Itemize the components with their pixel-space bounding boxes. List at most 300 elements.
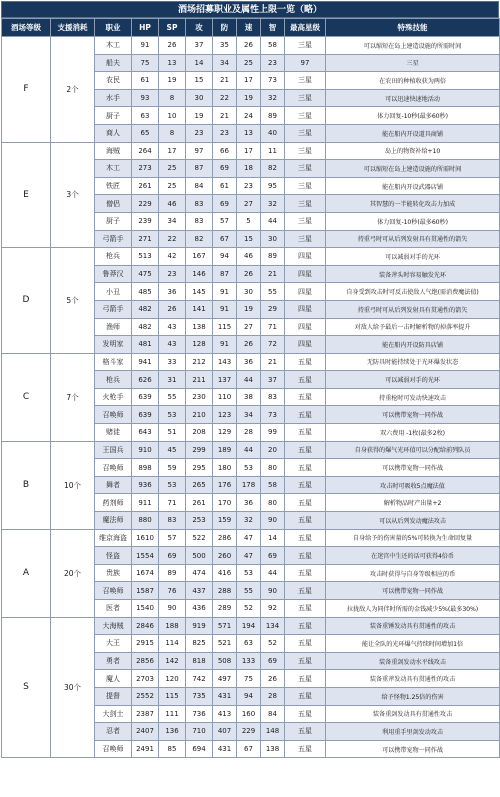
hp-cell: 2856 — [132, 652, 159, 670]
sp-cell: 57 — [159, 529, 186, 547]
max-star-cell: 97 — [285, 54, 326, 72]
spd-cell: 19 — [237, 300, 261, 318]
job-cell: 渔师 — [95, 318, 132, 336]
table-body — [2, 37, 500, 758]
spd-cell: 55 — [237, 582, 261, 600]
sp-cell: 45 — [159, 441, 186, 459]
max-star-cell: 五星 — [285, 441, 326, 459]
def-cell: 23 — [213, 124, 237, 142]
job-cell: 弓箭手 — [95, 230, 132, 248]
cost-cell: 7个 — [51, 353, 95, 441]
def-cell: 66 — [213, 142, 237, 160]
atk-cell: 87 — [186, 160, 213, 178]
atk-cell: 436 — [186, 600, 213, 618]
atk-cell: 82 — [186, 230, 213, 248]
spd-cell: 23 — [237, 177, 261, 195]
max-star-cell: 五星 — [285, 705, 326, 723]
max-star-cell: 四星 — [285, 318, 326, 336]
def-cell: 413 — [213, 705, 237, 723]
spd-cell: 17 — [237, 142, 261, 160]
skill-cell: 其智慧的一半能转化攻击力加成 — [326, 195, 500, 213]
table-row — [2, 529, 500, 547]
spd-cell: 194 — [237, 617, 261, 635]
cost-cell: 30个 — [51, 617, 95, 758]
hp-cell: 643 — [132, 424, 159, 442]
hp-cell: 485 — [132, 283, 159, 301]
sp-cell: 26 — [159, 300, 186, 318]
spd-cell: 30 — [237, 283, 261, 301]
skill-cell: 可以缩短在岛上建造设施的所需时间 — [326, 160, 500, 178]
hp-cell: 2491 — [132, 740, 159, 758]
int-cell: 90 — [261, 582, 285, 600]
int-cell: 80 — [261, 459, 285, 477]
hp-cell: 910 — [132, 441, 159, 459]
spd-cell: 53 — [237, 459, 261, 477]
job-cell: 魔法师 — [95, 512, 132, 530]
sp-cell: 43 — [159, 318, 186, 336]
hp-cell: 898 — [132, 459, 159, 477]
spd-cell: 15 — [237, 230, 261, 248]
atk-cell: 919 — [186, 617, 213, 635]
hp-cell: 261 — [132, 177, 159, 195]
sp-cell: 34 — [159, 212, 186, 230]
skill-cell: 可以携带宠物一同作战 — [326, 459, 500, 477]
spd-cell: 34 — [237, 406, 261, 424]
hp-cell: 2915 — [132, 635, 159, 653]
spd-cell: 27 — [237, 318, 261, 336]
job-cell: 火枪手 — [95, 388, 132, 406]
sp-cell: 71 — [159, 494, 186, 512]
spd-cell: 25 — [237, 54, 261, 72]
skill-cell: 无防具时能持续处于光环爆发状态 — [326, 353, 500, 371]
grade-cell: A — [2, 529, 51, 617]
job-cell: 忍者 — [95, 723, 132, 741]
atk-cell: 23 — [186, 124, 213, 142]
def-cell: 416 — [213, 564, 237, 582]
def-cell: 115 — [213, 318, 237, 336]
sp-cell: 26 — [159, 37, 186, 55]
spd-cell: 94 — [237, 687, 261, 705]
int-cell: 138 — [261, 740, 285, 758]
max-star-cell: 五星 — [285, 582, 326, 600]
hp-cell: 2552 — [132, 687, 159, 705]
def-cell: 91 — [213, 283, 237, 301]
table-row — [2, 142, 500, 160]
max-star-cell: 五星 — [285, 617, 326, 635]
spd-cell: 44 — [237, 371, 261, 389]
header-spd: 速 — [237, 19, 261, 37]
skill-cell: 岛上的物资补给+10 — [326, 142, 500, 160]
spd-cell: 26 — [237, 265, 261, 283]
job-cell: 赌徒 — [95, 424, 132, 442]
int-cell: 55 — [261, 283, 285, 301]
job-cell: 召唤师 — [95, 582, 132, 600]
spd-cell: 36 — [237, 353, 261, 371]
grade-cell: C — [2, 353, 51, 441]
job-cell: 木工 — [95, 160, 132, 178]
atk-cell: 128 — [186, 336, 213, 354]
spd-cell: 160 — [237, 705, 261, 723]
sp-cell: 25 — [159, 160, 186, 178]
atk-cell: 30 — [186, 89, 213, 107]
hp-cell: 229 — [132, 195, 159, 213]
int-cell: 73 — [261, 72, 285, 90]
sp-cell: 120 — [159, 670, 186, 688]
max-star-cell: 五星 — [285, 687, 326, 705]
hp-cell: 513 — [132, 248, 159, 266]
sp-cell: 115 — [159, 687, 186, 705]
hp-cell: 911 — [132, 494, 159, 512]
def-cell: 21 — [213, 107, 237, 125]
job-cell: 鲁莽汉 — [95, 265, 132, 283]
sp-cell: 69 — [159, 547, 186, 565]
header-row — [2, 19, 500, 37]
job-cell: 维京海盗 — [95, 529, 132, 547]
def-cell: 137 — [213, 371, 237, 389]
cost-cell: 10个 — [51, 441, 95, 529]
sp-cell: 53 — [159, 476, 186, 494]
max-star-cell: 五星 — [285, 723, 326, 741]
spd-cell: 133 — [237, 652, 261, 670]
atk-cell: 97 — [186, 142, 213, 160]
hp-cell: 482 — [132, 318, 159, 336]
def-cell: 91 — [213, 336, 237, 354]
hp-cell: 1587 — [132, 582, 159, 600]
job-cell: 勇者 — [95, 652, 132, 670]
def-cell: 21 — [213, 72, 237, 90]
table-row — [2, 248, 500, 266]
def-cell: 34 — [213, 54, 237, 72]
def-cell: 288 — [213, 582, 237, 600]
sp-cell: 89 — [159, 564, 186, 582]
def-cell: 143 — [213, 353, 237, 371]
max-star-cell: 五星 — [285, 424, 326, 442]
max-star-cell: 五星 — [285, 600, 326, 618]
atk-cell: 37 — [186, 37, 213, 55]
job-cell: 提督 — [95, 687, 132, 705]
def-cell: 69 — [213, 195, 237, 213]
sp-cell: 55 — [159, 388, 186, 406]
int-cell: 72 — [261, 336, 285, 354]
spd-cell: 26 — [237, 336, 261, 354]
int-cell: 29 — [261, 300, 285, 318]
skill-cell: 装备重剑发动水平线攻击 — [326, 652, 500, 670]
job-cell: 魔人 — [95, 670, 132, 688]
hp-cell: 1674 — [132, 564, 159, 582]
max-star-cell: 四星 — [285, 336, 326, 354]
job-cell: 水手 — [95, 89, 132, 107]
int-cell: 21 — [261, 265, 285, 283]
job-cell: 铁匠 — [95, 177, 132, 195]
skill-cell: 装备重锤发动具有贯通性的攻击 — [326, 617, 500, 635]
job-cell: 农民 — [95, 72, 132, 90]
job-cell: 药剂师 — [95, 494, 132, 512]
sp-cell: 13 — [159, 54, 186, 72]
int-cell: 69 — [261, 547, 285, 565]
job-cell: 枪兵 — [95, 248, 132, 266]
hp-cell: 91 — [132, 37, 159, 55]
hp-cell: 2846 — [132, 617, 159, 635]
job-cell: 海贼 — [95, 142, 132, 160]
int-cell: 28 — [261, 687, 285, 705]
spd-cell: 19 — [237, 89, 261, 107]
sp-cell: 51 — [159, 424, 186, 442]
atk-cell: 15 — [186, 72, 213, 90]
max-star-cell: 四星 — [285, 283, 326, 301]
int-cell: 44 — [261, 564, 285, 582]
max-star-cell: 五星 — [285, 740, 326, 758]
int-cell: 32 — [261, 89, 285, 107]
table-row — [2, 617, 500, 635]
skill-cell: 能让全队的光环爆气持续时间增加1倍 — [326, 635, 500, 653]
hp-cell: 75 — [132, 54, 159, 72]
max-star-cell: 五星 — [285, 353, 326, 371]
spd-cell: 27 — [237, 195, 261, 213]
job-cell: 小丑 — [95, 283, 132, 301]
max-star-cell: 三星 — [285, 124, 326, 142]
max-star-cell: 三星 — [285, 195, 326, 213]
int-cell: 71 — [261, 318, 285, 336]
atk-cell: 295 — [186, 459, 213, 477]
cost-cell: 3个 — [51, 142, 95, 248]
def-cell: 286 — [213, 529, 237, 547]
sp-cell: 31 — [159, 371, 186, 389]
spd-cell: 52 — [237, 600, 261, 618]
skill-cell: 可以从后列发动魔法攻击 — [326, 512, 500, 530]
def-cell: 431 — [213, 740, 237, 758]
max-star-cell: 三星 — [285, 107, 326, 125]
sp-cell: 17 — [159, 142, 186, 160]
def-cell: 176 — [213, 476, 237, 494]
def-cell: 22 — [213, 89, 237, 107]
grade-cell: B — [2, 441, 51, 529]
spd-cell: 47 — [237, 547, 261, 565]
max-star-cell: 三星 — [285, 72, 326, 90]
atk-cell: 500 — [186, 547, 213, 565]
job-cell: 医者 — [95, 600, 132, 618]
job-cell: 商人 — [95, 124, 132, 142]
max-star-cell: 五星 — [285, 652, 326, 670]
atk-cell: 261 — [186, 494, 213, 512]
hp-cell: 1540 — [132, 600, 159, 618]
cost-cell: 20个 — [51, 529, 95, 617]
hp-cell: 2703 — [132, 670, 159, 688]
job-cell: 木工 — [95, 37, 132, 55]
skill-cell: 持重弓时可从后列发射具有贯通性的箭矢 — [326, 300, 500, 318]
skill-cell: 可以减弱对手的光环 — [326, 371, 500, 389]
hp-cell: 61 — [132, 72, 159, 90]
atk-cell: 694 — [186, 740, 213, 758]
atk-cell: 211 — [186, 371, 213, 389]
def-cell: 110 — [213, 388, 237, 406]
int-cell: 37 — [261, 371, 285, 389]
skill-cell: 装备重斧发动具有贯通性的攻击 — [326, 670, 500, 688]
spd-cell: 38 — [237, 388, 261, 406]
spd-cell: 18 — [237, 160, 261, 178]
hp-cell: 936 — [132, 476, 159, 494]
atk-cell: 167 — [186, 248, 213, 266]
max-star-cell: 三星 — [285, 37, 326, 55]
header-sp: SP — [159, 19, 186, 37]
sp-cell: 76 — [159, 582, 186, 600]
sp-cell: 46 — [159, 195, 186, 213]
spd-cell: 47 — [237, 529, 261, 547]
int-cell: 30 — [261, 230, 285, 248]
max-star-cell: 五星 — [285, 459, 326, 477]
int-cell: 58 — [261, 476, 285, 494]
def-cell: 521 — [213, 635, 237, 653]
sp-cell: 19 — [159, 72, 186, 90]
hp-cell: 639 — [132, 388, 159, 406]
spd-cell: 5 — [237, 212, 261, 230]
skill-cell: 在迷宫中生还的话可获得4倍币 — [326, 547, 500, 565]
table-row — [2, 37, 500, 55]
int-cell: 92 — [261, 600, 285, 618]
spd-cell: 28 — [237, 424, 261, 442]
hp-cell: 63 — [132, 107, 159, 125]
atk-cell: 299 — [186, 441, 213, 459]
hp-cell: 239 — [132, 212, 159, 230]
skill-cell: 体力回复-10秒(最多60秒) — [326, 107, 500, 125]
grade-cell: E — [2, 142, 51, 248]
job-cell: 船夫 — [95, 54, 132, 72]
def-cell: 94 — [213, 248, 237, 266]
atk-cell: 14 — [186, 54, 213, 72]
max-star-cell: 五星 — [285, 512, 326, 530]
sp-cell: 36 — [159, 283, 186, 301]
def-cell: 508 — [213, 652, 237, 670]
skill-cell: 持重枪时可发动快速攻击 — [326, 388, 500, 406]
atk-cell: 138 — [186, 318, 213, 336]
max-star-cell: 五星 — [285, 635, 326, 653]
sp-cell: 33 — [159, 353, 186, 371]
atk-cell: 146 — [186, 265, 213, 283]
spd-cell: 24 — [237, 107, 261, 125]
int-cell: 80 — [261, 494, 285, 512]
job-cell: 贵族 — [95, 564, 132, 582]
atk-cell: 83 — [186, 195, 213, 213]
hp-cell: 93 — [132, 89, 159, 107]
skill-cell: 能在船内开设道具商铺 — [326, 124, 500, 142]
spd-cell: 32 — [237, 512, 261, 530]
sp-cell: 10 — [159, 107, 186, 125]
atk-cell: 208 — [186, 424, 213, 442]
atk-cell: 230 — [186, 388, 213, 406]
job-cell: 怪盗 — [95, 547, 132, 565]
max-star-cell: 四星 — [285, 248, 326, 266]
atk-cell: 210 — [186, 406, 213, 424]
max-star-cell: 三星 — [285, 230, 326, 248]
max-star-cell: 三星 — [285, 212, 326, 230]
skill-cell: 三星 — [326, 54, 500, 72]
skill-cell: 解析物品时产出量+2 — [326, 494, 500, 512]
hp-cell: 481 — [132, 336, 159, 354]
spd-cell: 44 — [237, 441, 261, 459]
sp-cell: 8 — [159, 89, 186, 107]
atk-cell: 83 — [186, 212, 213, 230]
job-cell: 厨子 — [95, 212, 132, 230]
int-cell: 32 — [261, 195, 285, 213]
max-star-cell: 五星 — [285, 529, 326, 547]
cost-cell: 5个 — [51, 248, 95, 354]
def-cell: 180 — [213, 459, 237, 477]
max-star-cell: 三星 — [285, 160, 326, 178]
skill-cell: 给予怪物1.25倍的伤害 — [326, 687, 500, 705]
skill-cell: 可以减弱对手的光环 — [326, 248, 500, 266]
skill-cell: 可以携带宠物一同作战 — [326, 740, 500, 758]
skill-cell: 可以迅速快速地活动 — [326, 89, 500, 107]
int-cell: 90 — [261, 512, 285, 530]
skill-cell: 自身获得的爆气光环值可以分配给前列队员 — [326, 441, 500, 459]
int-cell: 84 — [261, 705, 285, 723]
hp-cell: 880 — [132, 512, 159, 530]
hp-cell: 273 — [132, 160, 159, 178]
def-cell: 35 — [213, 37, 237, 55]
def-cell: 431 — [213, 687, 237, 705]
int-cell: 73 — [261, 406, 285, 424]
skill-cell: 攻击时可吸收5点魔法值 — [326, 476, 500, 494]
atk-cell: 522 — [186, 529, 213, 547]
int-cell: 21 — [261, 353, 285, 371]
int-cell: 83 — [261, 388, 285, 406]
max-star-cell: 五星 — [285, 564, 326, 582]
job-cell: 召唤师 — [95, 406, 132, 424]
table-row — [2, 353, 500, 371]
skill-cell: 能在船内开设武器店铺 — [326, 177, 500, 195]
max-star-cell: 三星 — [285, 177, 326, 195]
atk-cell: 818 — [186, 652, 213, 670]
header-def: 防 — [213, 19, 237, 37]
def-cell: 407 — [213, 723, 237, 741]
def-cell: 189 — [213, 441, 237, 459]
grade-cell: F — [2, 37, 51, 143]
spd-cell: 229 — [237, 723, 261, 741]
header-atk: 攻 — [186, 19, 213, 37]
grade-cell: D — [2, 248, 51, 354]
int-cell: 89 — [261, 107, 285, 125]
def-cell: 571 — [213, 617, 237, 635]
atk-cell: 253 — [186, 512, 213, 530]
int-cell: 11 — [261, 142, 285, 160]
hp-cell: 639 — [132, 406, 159, 424]
job-cell: 发明家 — [95, 336, 132, 354]
sp-cell: 53 — [159, 406, 186, 424]
int-cell: 58 — [261, 37, 285, 55]
header-grade: 酒场等级 — [2, 19, 51, 37]
atk-cell: 710 — [186, 723, 213, 741]
spd-cell: 75 — [237, 670, 261, 688]
def-cell: 159 — [213, 512, 237, 530]
sp-cell: 22 — [159, 230, 186, 248]
spd-cell: 53 — [237, 564, 261, 582]
int-cell: 23 — [261, 54, 285, 72]
header-hp: HP — [132, 19, 159, 37]
max-star-cell: 五星 — [285, 670, 326, 688]
atk-cell: 474 — [186, 564, 213, 582]
max-star-cell: 五星 — [285, 388, 326, 406]
def-cell: 129 — [213, 424, 237, 442]
hp-cell: 2407 — [132, 723, 159, 741]
hp-cell: 2387 — [132, 705, 159, 723]
spd-cell: 67 — [237, 740, 261, 758]
hp-cell: 264 — [132, 142, 159, 160]
max-star-cell: 三星 — [285, 142, 326, 160]
cost-cell: 2个 — [51, 37, 95, 143]
sp-cell: 23 — [159, 265, 186, 283]
max-star-cell: 五星 — [285, 406, 326, 424]
hp-cell: 1554 — [132, 547, 159, 565]
hp-cell: 65 — [132, 124, 159, 142]
